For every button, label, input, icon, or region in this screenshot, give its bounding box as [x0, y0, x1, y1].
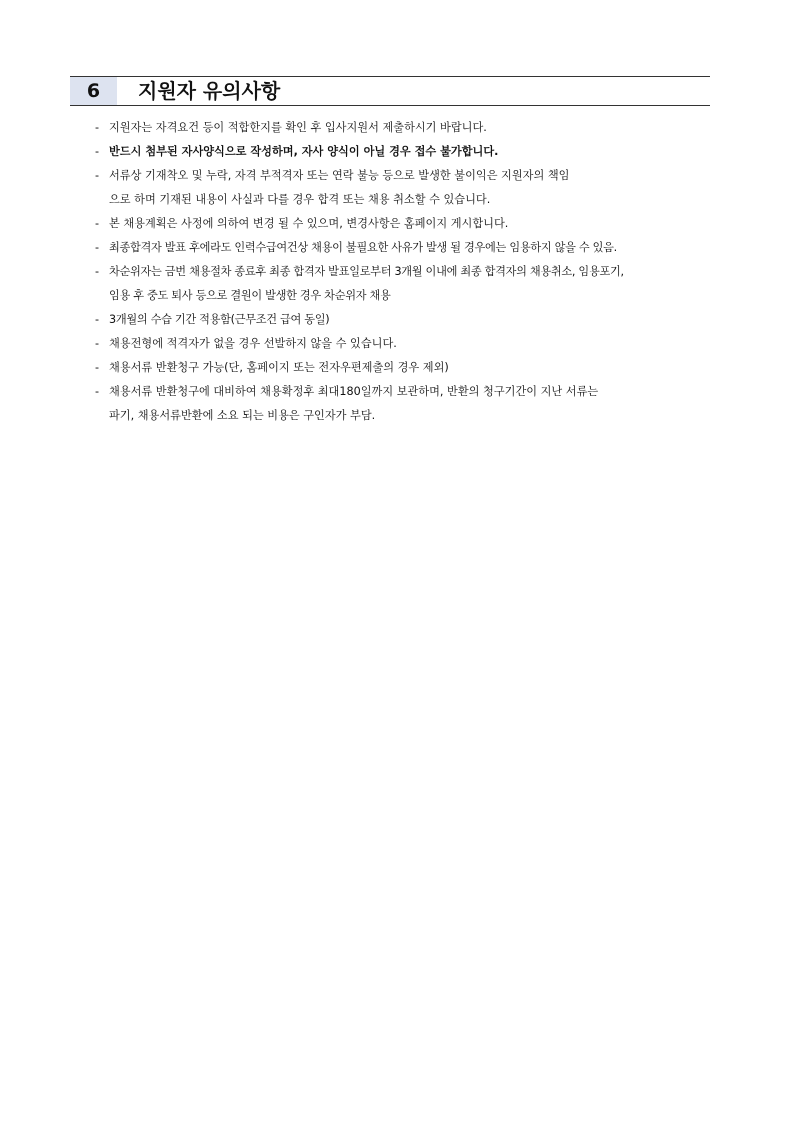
list-item — [95, 356, 705, 380]
bullet-dash: - — [95, 121, 100, 134]
bullet-dash: - — [95, 313, 100, 326]
note-line: 반드시 첨부된 자사양식으로 작성하며, 자사 양식이 아닐 경우 접수 불가합니다. — [109, 145, 499, 158]
bullet-dash: - — [95, 385, 100, 398]
bullet-dash: - — [95, 361, 100, 374]
list-item — [95, 236, 705, 260]
bullet-dash: - — [95, 265, 100, 278]
note-line: 임용 후 중도 퇴사 등으로 결원이 발생한 경우 차순위자 채용 — [109, 289, 391, 302]
note-line: 채용전형에 적격자가 없을 경우 선발하지 않을 수 있습니다. — [109, 337, 397, 350]
section-number: 6 — [70, 77, 117, 105]
list-item — [95, 308, 705, 332]
list-item — [95, 332, 705, 356]
note-line: 채용서류 반환청구 가능(단, 홈페이지 또는 전자우편제출의 경우 제외) — [109, 361, 449, 374]
list-item — [95, 380, 705, 428]
section-header — [70, 76, 710, 106]
note-line: 최종합격자 발표 후에라도 인력수급여건상 채용이 불필요한 사유가 발생 될 경우에는 임용하지 않을 수 있음. — [109, 241, 617, 254]
list-item — [95, 140, 705, 164]
notes-list — [95, 116, 705, 428]
note-line: 서류상 기재착오 및 누락, 자격 부적격자 또는 연락 불능 등으로 발생한 불이익은 지원자의 책임 — [109, 169, 570, 182]
bullet-dash: - — [95, 241, 100, 254]
note-line: 지원자는 자격요건 등이 적합한지를 확인 후 입사지원서 제출하시기 바랍니다. — [109, 121, 487, 134]
note-line: 파기, 채용서류반환에 소요 되는 비용은 구인자가 부담. — [109, 409, 376, 422]
note-line: 으로 하며 기재된 내용이 사실과 다를 경우 합격 또는 채용 취소할 수 있습니다. — [109, 193, 491, 206]
list-item — [95, 260, 705, 308]
note-line: 차순위자는 금번 채용절차 종료후 최종 합격자 발표일로부터 3개월 이내에 최종 합격자의 채용취소, 임용포기, — [109, 265, 624, 278]
list-item — [95, 212, 705, 236]
note-line: 채용서류 반환청구에 대비하여 채용확정후 최대180일까지 보관하며, 반환의 청구기간이 지난 서류는 — [109, 385, 599, 398]
bullet-dash: - — [95, 145, 100, 158]
list-item — [95, 164, 705, 212]
bullet-dash: - — [95, 217, 100, 230]
bullet-dash: - — [95, 337, 100, 350]
list-item — [95, 116, 705, 140]
section-title: 지원자 유의사항 — [138, 79, 281, 103]
note-line: 3개월의 수습 기간 적용함(근무조건 급여 동일) — [109, 313, 330, 326]
bullet-dash: - — [95, 169, 100, 182]
note-line: 본 채용계획은 사정에 의하여 변경 될 수 있으며, 변경사항은 홈페이지 게시합니다. — [109, 217, 509, 230]
